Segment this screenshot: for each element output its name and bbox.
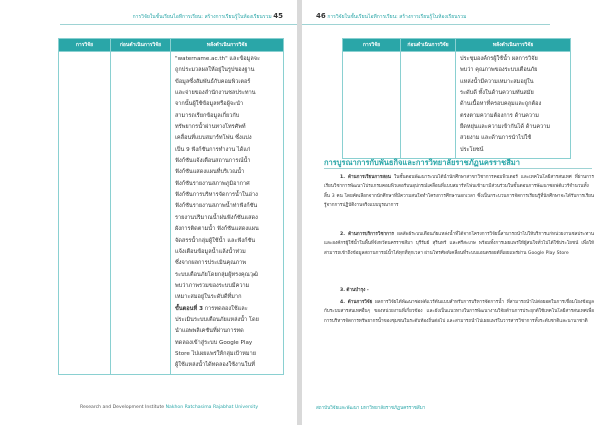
right-page [302,0,600,425]
paragraph-text: ในชั้นตอนพัฒนาระบบได้นำนักศึกษาสาขาวิชาการคอมพิวเตอร์ และเทคโนโลยีสารสนเทศ ที่ผ่านการเรียนวิชาการพัฒนาโปรแกรมคอมพิวเตอร์บนอุปกรณ์เคลื่อนที่แบบสมาร์ทโฟนเข้ามามีส่วนร่วมในขั้นตอนการพัฒนาซอฟต์แวร์จำนวนทั้งสิ้น 3 คน โดยคัดเลือกจากนักศึกษาที่มีความสนใจทำโครงการศึกษานอกเวลา ซึ่งเป็นกระบวนการจัดการเรียนรู้ที่นักศึกษาจะได้รับการเรียนรู้จากการปฏิบัติงานจริงแบบบูรณาการ [324,175,594,209]
paragraph-text: ผลการวิจัยได้พัฒนาซอฟต์แวร์ต้นแบบสำหรับการบริหารจัดการน้ำ ที่สามารถนำไปต่อยอดในการเชื่อมโยงข้อมูลกับระบบสารสนเทศอื่นๆ ของหน่วยงานที่เกี่ยวข้อง และยังเป็นแนวทางในการพัฒนางานวิจัยด้านการประยุกต์ใช้เทคโนโลยีสารสนเทศเพื่อการบริหารจัดการทรัพยากรน้ำของชุมชนในระดับท้องถิ่นต่อไป และสามารถนำไปเผยแพร่ในวารสารวิชาการทั้งระดับชาติและนานาชาติ [324,300,594,324]
cell-before [111,52,171,375]
cell-line: จัดสรรน้ำกลุ่มผู้ใช้น้ำ และฟังก์ชัน [175,237,256,244]
left-header-rule [60,24,297,25]
cell-line: ฟังก์ชันรายงานสภาพน้ำท่าฟังก์ชัน [175,203,258,210]
cell-line: พบว่าภาพรวมของระบบมีความ [175,282,250,289]
left-page [0,0,297,425]
footer-text: Research and Development Institute [80,405,165,410]
col-before: ก่อนดำเนินการวิจัย [401,39,456,52]
cell-line: ผู้ใช้แหล่งน้ำได้ทดลองใช้งานในที่ [175,362,255,369]
left-page-header [133,12,283,21]
paragraph-label: ด้านบำรุง - [346,288,369,293]
cell-research [59,52,111,375]
cell-line: ฟังก์ชันแสดงแผนที่บริเวณน้ำ [175,169,245,176]
cell-line: ประโยชน์ [460,146,484,153]
cell-line: Store ไปเผยแพร่ให้กลุ่มเป้าหมาย [175,350,257,357]
right-header-title: การวิจัยในชั้นเรียนไอทีการเรียน: สร้างการเรียนรู้ในห้องเรียนรวม [327,14,467,20]
table-row [343,52,571,159]
cell-line: ตรงตามความต้องการ ด้านความ [460,112,539,119]
paragraph-number: 3. [340,288,345,293]
cell-line: ด้านเนื้อหาที่ครอบคลุมและถูกต้อง [460,101,542,108]
cell-step-line [175,304,279,315]
cell-line: แหล่งน้ำมีความเหมาะสมอยู่ใน [460,78,534,85]
footer-highlight: Nakhon Ratchasima Rajabhat University [165,405,259,410]
paragraph-number: 2. [340,232,345,237]
cell-line: พบว่า คุณภาพของระบบเตือนภัย [460,67,538,74]
cell-line: ฟังก์ชันแจ้งเตือนสถานการณ์น้ำ [175,158,251,165]
cell-line: สวยงาม และด้านการนำไปใช้ [460,135,532,142]
left-page-footer [80,405,258,410]
right-page-number: 46 [316,12,326,20]
cell-line: จากนั้นผู้ใช้ข้อมูลหรือผู้จะนำ [175,101,244,108]
cell-line: ผังการติดตามน้ำ ฟังก์ชันแสดงแผน [175,226,259,233]
paragraph-teaching [324,173,594,210]
right-research-table [342,38,571,159]
cell-line: สามารถเรียกข้อมูลเกี่ยวกับ [175,112,240,119]
cell-line: ซึ่งจากผลการประเมินคุณภาพ [175,260,247,267]
cell-line: ถูกประมวลผลให้อยู่ในรูปของฐาน [175,67,255,74]
col-after: หลังดำเนินการวิจัย [171,39,284,52]
paragraph-research [324,298,594,326]
table-row [59,52,284,375]
cell-line: เคลื่อนที่แบบสมาร์ทโฟน ซึ่งแบ่ง [175,135,252,142]
paragraph-number: 1. [340,175,345,180]
col-before: ก่อนดำเนินการวิจัย [111,39,171,52]
section-title: การบูรณาการกับพันธกิจและการวิทยาลัยราชภัฏนครราชสีมา [324,158,520,167]
cell-line: ระดับดี ทั้งในด้านความทันสมัย [460,90,534,97]
table-header-row [59,39,284,52]
paragraph-label: ด้านการเรียนการสอน [347,175,391,180]
cell-line: ยืดหยุ่นและความเข้ากันได้ ด้านความ [460,124,551,131]
cell-line: ฟังก์ชันการบริหารจัดการน้ำในอ่าง [175,192,258,199]
paragraph-service [324,230,594,258]
step-text: การทดลองใช้และ [204,305,248,312]
paragraph-maintenance [324,286,594,295]
table-header-row [343,39,571,52]
cell-line: และจ่ายของลำนักงานชลประทาน [175,90,256,97]
cell-research [343,52,401,159]
paragraph-label: ด้านการวิจัย [347,300,373,305]
cell-after-text [175,54,279,372]
right-header-rule [302,24,550,25]
cell-line: ระบบเตือนภัยโดยกลุ่มผู้ทรงคุณวุฒิ [175,271,259,278]
left-page-number: 45 [273,12,283,20]
col-research: การวิจัย [343,39,401,52]
cell-line: ประชุมองค์กรผู้ใช้น้ำ ผลการวิจัย [460,56,538,62]
cell-line: ทดลองเข้าสู่ระบบ Google Play [175,339,253,346]
cell-line: เป็น 9 ฟังก์ชันการทำงาน ได้แก่ [175,146,251,153]
cell-line: ฟังก์ชันรายงานสภาพภูมิอากาศ [175,180,250,187]
cell-line: เหมาะสมอยู่ในระดับดีที่มาก [175,294,242,301]
cell-line: ข้อมูลซึ่งสัมพันธ์กับคอมพิวเตอร์ [175,78,251,85]
section-rule [324,168,592,169]
cell-before [401,52,456,159]
cell-line: นำแอพพลิเคชันที่ผ่านการทด [175,328,244,335]
paragraph-text: ผลลัพธ์ระบบเตือนภัยแหล่งน้ำที่ได้จากโครงการวิจัยนี้สามารถนำไปให้บริการแก่หน่วยงานชลประทานและองค์กรผู้ใช้น้ำในพื้นที่จังหวัดนครราชสีมา บุรีรัมย์ สุรินทร์ และศรีสะเกษ พร้อมทั้งการเผยแพร่ให้ผู้สนใจทั่วไปได้ใช้ประโยชน์ เพื่อให้สามารถเข้าถึงข้อมูลสถานการณ์น้ำได้ทุกที่ทุกเวลา ผ่านโทรศัพท์เคลื่อนที่ระบบแอนดรอยด์ที่เผยแพร่ผ่าน Google Play Store [324,232,594,256]
col-research: การวิจัย [59,39,111,52]
col-after: หลังดำเนินการวิจัย [456,39,571,52]
left-research-table [58,38,284,375]
paragraph-label: ด้านการบริการวิชาการ [348,232,395,237]
cell-line: ทรัพยากรน้ำผ่านทางโทรศัพท์ [175,124,246,131]
left-header-title: การวิจัยในชั้นเรียนไอทีการเรียน: สร้างการเรียนรู้ในห้องเรียนรวม [132,14,272,20]
paragraph-number: 4. [340,300,345,305]
right-page-footer: สถาบันวิจัยและพัฒนา มหาวิทยาลัยราชภัฏนครราชสีมา [316,406,426,411]
cell-line: ประเมินระบบเตือนภัยแหล่งน้ำ โดย [175,316,259,323]
cell-after [456,52,571,159]
cell-after [171,52,284,375]
step-label: ขั้นตอนที่ 3 [175,305,203,312]
cell-line: "watername.ac.th" และข้อมูลจะ [175,56,261,62]
cell-line: แจ้งเตือนข้อมูลน้ำแล้งน้ำท่วม [175,248,246,255]
right-page-header [316,12,466,21]
cell-line: รายงานปริมาณน้ำฝนฟังก์ชันแสดง [175,214,258,221]
cell-after-text [460,54,566,156]
